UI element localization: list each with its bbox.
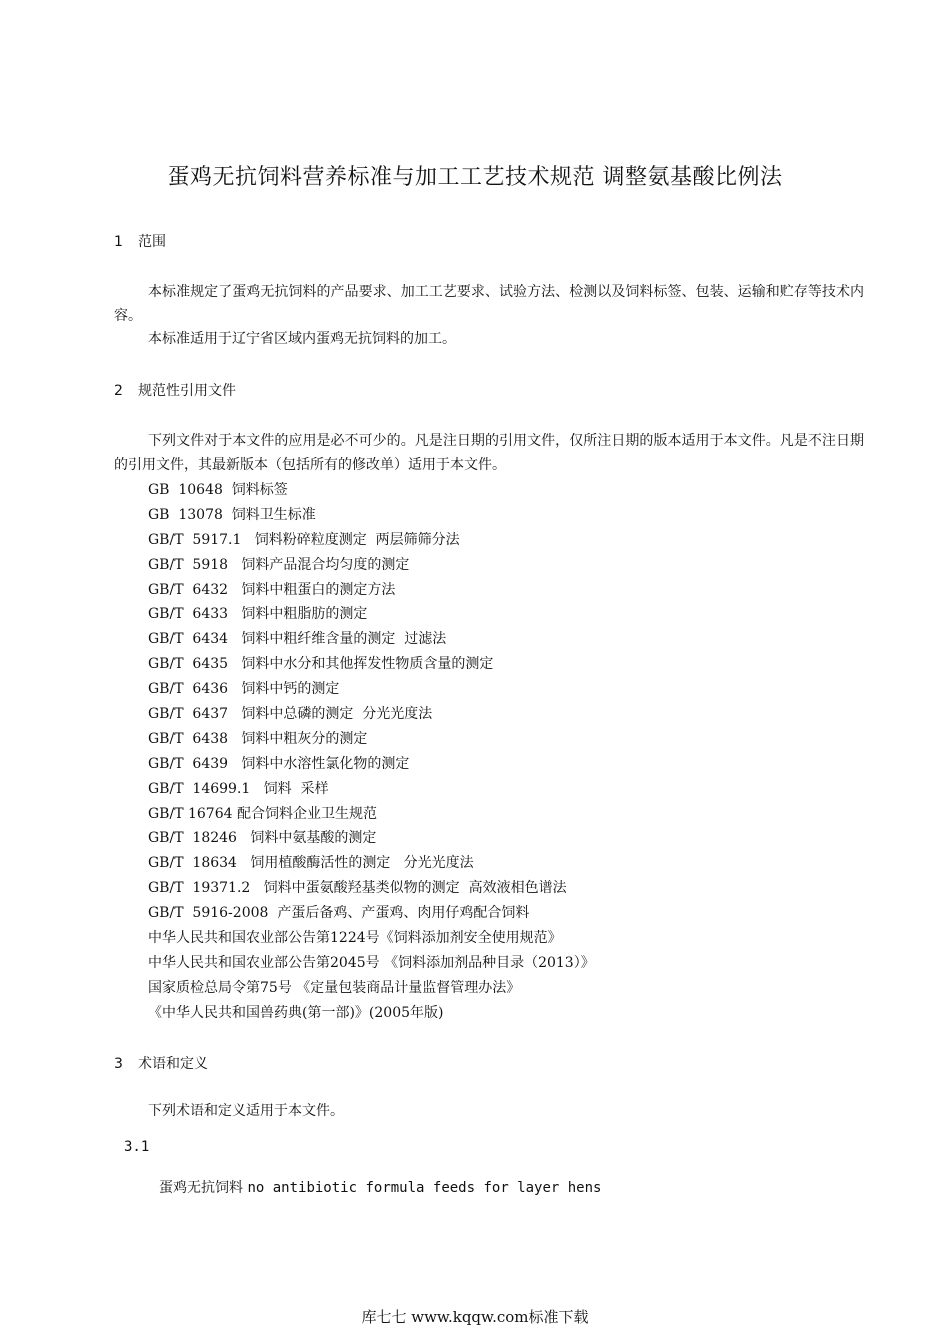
- reference-item: GB/T 6436 饲料中钙的测定: [148, 681, 340, 698]
- section-number: 1: [114, 234, 123, 250]
- reference-item: GB/T 5918 饲料产品混合均匀度的测定: [148, 556, 410, 573]
- reference-item: GB/T 6438 饲料中粗灰分的测定: [148, 730, 368, 747]
- reference-item: GB 10648 饲料标签: [148, 482, 288, 498]
- reference-item: GB/T 6437 饲料中总磷的测定 分光光度法: [148, 706, 433, 723]
- scope-paragraph-1: 本标准规定了蛋鸡无抗饲料的产品要求、加工工艺要求、试验方法、检测以及饲料标签、包装、运输和贮存等技术内容。: [114, 284, 864, 324]
- terms-intro-paragraph: 下列术语和定义适用于本文件。: [148, 1103, 344, 1119]
- reference-item: GB 13078 饲料卫生标准: [148, 506, 316, 523]
- reference-item: GB/T 6435 饲料中水分和其他挥发性物质含量的测定: [148, 656, 494, 673]
- reference-item: GB/T 18634 饲用植酸酶活性的测定 分光光度法: [148, 855, 474, 872]
- reference-item: GB/T 16764 配合饲料企业卫生规范: [148, 805, 377, 822]
- reference-item: GB/T 6434 饲料中粗纤维含量的测定 过滤法: [148, 631, 447, 648]
- section-heading-terms-definitions: [114, 1053, 208, 1073]
- reference-item: GB/T 18246 饲料中氨基酸的测定: [148, 830, 377, 847]
- reference-item: GB/T 6433 饲料中粗脂肪的测定: [148, 606, 368, 623]
- term-english: no antibiotic formula feeds for layer hens: [247, 1180, 602, 1196]
- reference-item: 国家质检总局令第75号 《定量包装商品计量监督管理办法》: [148, 979, 521, 996]
- section-heading-normative-references: [114, 380, 236, 400]
- document-title: 蛋鸡无抗饲料营养标准与加工工艺技术规范 调整氨基酸比例法: [167, 165, 783, 190]
- reference-item: GB/T 5917.1 饲料粉碎粒度测定 两层筛筛分法: [148, 531, 460, 548]
- subsection-number: 3.1: [124, 1139, 150, 1155]
- reference-list: [148, 478, 595, 1026]
- section-heading-scope: [114, 231, 166, 251]
- footer-watermark: 库七七 www.kqqw.com标准下载: [361, 1308, 589, 1326]
- reference-item: GB/T 19371.2 饲料中蛋氨酸羟基类似物的测定 高效液相色谱法: [148, 880, 567, 897]
- reference-item: GB/T 5916-2008 产蛋后备鸡、产蛋鸡、肉用仔鸡配合饲料: [148, 905, 530, 922]
- term-definition: [159, 1177, 601, 1197]
- references-intro-paragraph: 下列文件对于本文件的应用是必不可少的。凡是注日期的引用文件，仅所注日期的版本适用于本文件。凡是不注日期的引用文件，其最新版本（包括所有的修改单）适用于本文件。: [114, 433, 864, 473]
- reference-item: GB/T 14699.1 饲料 采样: [148, 780, 329, 797]
- section-number: 2: [114, 383, 123, 399]
- term-chinese: 蛋鸡无抗饲料: [159, 1180, 243, 1196]
- section-title: 术语和定义: [138, 1056, 208, 1072]
- reference-item: 中华人民共和国农业部公告第2045号 《饲料添加剂品种目录（2013）》: [148, 954, 595, 971]
- reference-item: GB/T 6439 饲料中水溶性氯化物的测定: [148, 755, 410, 772]
- section-title: 范围: [138, 234, 166, 250]
- reference-item: 中华人民共和国农业部公告第1224号《饲料添加剂安全使用规范》: [148, 930, 562, 947]
- reference-item: 《中华人民共和国兽药典(第一部)》(2005年版): [148, 1004, 444, 1021]
- section-number: 3: [114, 1056, 123, 1072]
- reference-item: GB/T 6432 饲料中粗蛋白的测定方法: [148, 581, 396, 598]
- scope-paragraph-2: 本标准适用于辽宁省区域内蛋鸡无抗饲料的加工。: [148, 331, 456, 347]
- section-title: 规范性引用文件: [138, 383, 236, 399]
